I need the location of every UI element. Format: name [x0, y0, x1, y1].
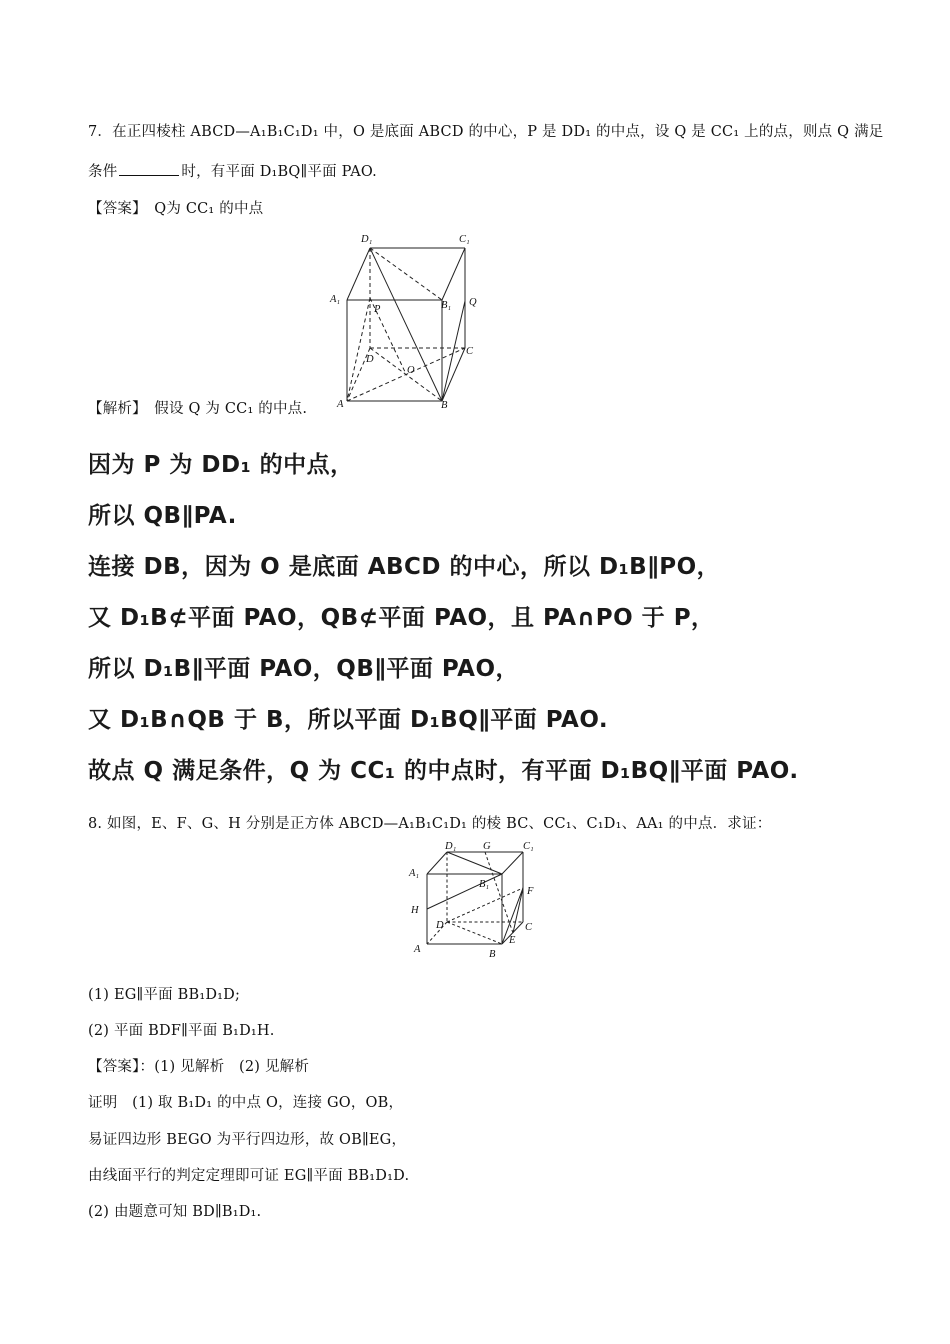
problem8-part2: (2) 平面 BDF∥平面 B₁D₁H.: [88, 1023, 275, 1039]
fig7-label-C1: C₁: [459, 234, 470, 245]
fig8-label-D1: D₁: [445, 841, 457, 852]
fig8-label-C: C: [525, 922, 533, 933]
fig8-label-B1: B₁: [479, 879, 490, 890]
solution-line: 故点 Q 满足条件，Q 为 CC₁ 的中点时，有平面 D₁BQ∥平面 PAO.: [88, 758, 799, 784]
solution-line: 所以 D₁B∥平面 PAO，QB∥平面 PAO，: [88, 656, 519, 682]
problem7-question-line2: [88, 160, 377, 181]
fig8-label-H: H: [411, 905, 419, 916]
fig8-label-G: G: [483, 841, 491, 852]
fig7-label-B: B: [441, 400, 448, 411]
problem8-part1: (1) EG∥平面 BB₁D₁D;: [88, 987, 241, 1003]
proof-line: 易证四边形 BEGO 为平行四边形，故 OB∥EG，: [88, 1132, 407, 1148]
problem7-answer: 【答案】 Q为 CC₁ 的中点: [88, 201, 264, 217]
solution-line: 所以 QB∥PA.: [88, 503, 237, 529]
proof-line: (2) 由题意可知 BD∥B₁D₁.: [88, 1204, 262, 1220]
fig7-label-C: C: [466, 346, 474, 357]
fig7-label-D1: D₁: [361, 234, 373, 245]
fig8-label-A1: A₁: [409, 868, 420, 879]
proof-line: 证明 (1) 取 B₁D₁ 的中点 O，连接 GO，OB，: [88, 1095, 404, 1111]
fig7-label-O: O: [407, 365, 415, 376]
answer-blank: [119, 161, 179, 176]
fig8-label-D: D: [436, 920, 444, 931]
problem8-question: 8. 如图，E、F、G、H 分别是正方体 ABCD—A₁B₁C₁D₁ 的棱 BC、CC₁、C₁D₁、AA₁ 的中点．求证：: [88, 816, 772, 832]
fig7-label-B1: B₁: [441, 300, 452, 311]
fig8-label-B: B: [489, 949, 496, 960]
fig7-label-A: A: [337, 399, 344, 410]
solution-line: 又 D₁B∩QB 于 B，所以平面 D₁BQ∥平面 PAO.: [88, 707, 609, 733]
solution-line: 又 D₁B⊄平面 PAO，QB⊄平面 PAO，且 PA∩PO 于 P，: [88, 605, 715, 631]
fig8-label-C1: C₁: [523, 841, 534, 852]
problem7-question-line1: 7．在正四棱柱 ABCD—A₁B₁C₁D₁ 中，O 是底面 ABCD 的中心，P 是 DD₁ 的中点，设 Q 是 CC₁ 上的点，则点 Q 满足: [88, 124, 884, 140]
solution-line: 因为 P 为 DD₁ 的中点，: [88, 452, 354, 478]
fig8-label-F: F: [527, 886, 534, 897]
fig8-label-E: E: [509, 935, 516, 946]
proof-line: 由线面平行的判定定理即可证 EG∥平面 BB₁D₁D.: [88, 1168, 410, 1184]
fig7-label-P: P: [374, 304, 381, 315]
fig7-label-A1: A₁: [330, 294, 341, 305]
cube-figure: [405, 840, 545, 960]
fig7-label-D: D: [366, 354, 374, 365]
problem8-answer: 【答案】：(1) 见解析 (2) 见解析: [88, 1059, 310, 1075]
problem7-analysis: 【解析】 假设 Q 为 CC₁ 的中点.: [88, 401, 308, 417]
solution-line: 连接 DB，因为 O 是底面 ABCD 的中心，所以 D₁B∥PO，: [88, 554, 721, 580]
problem7-question-line2-post: 时，有平面 D₁BQ∥平面 PAO.: [181, 164, 377, 180]
problem7-question-line2-pre: 条件: [88, 164, 118, 180]
fig8-label-A: A: [414, 944, 421, 955]
prism-figure: [325, 228, 485, 413]
fig7-label-Q: Q: [469, 297, 477, 308]
